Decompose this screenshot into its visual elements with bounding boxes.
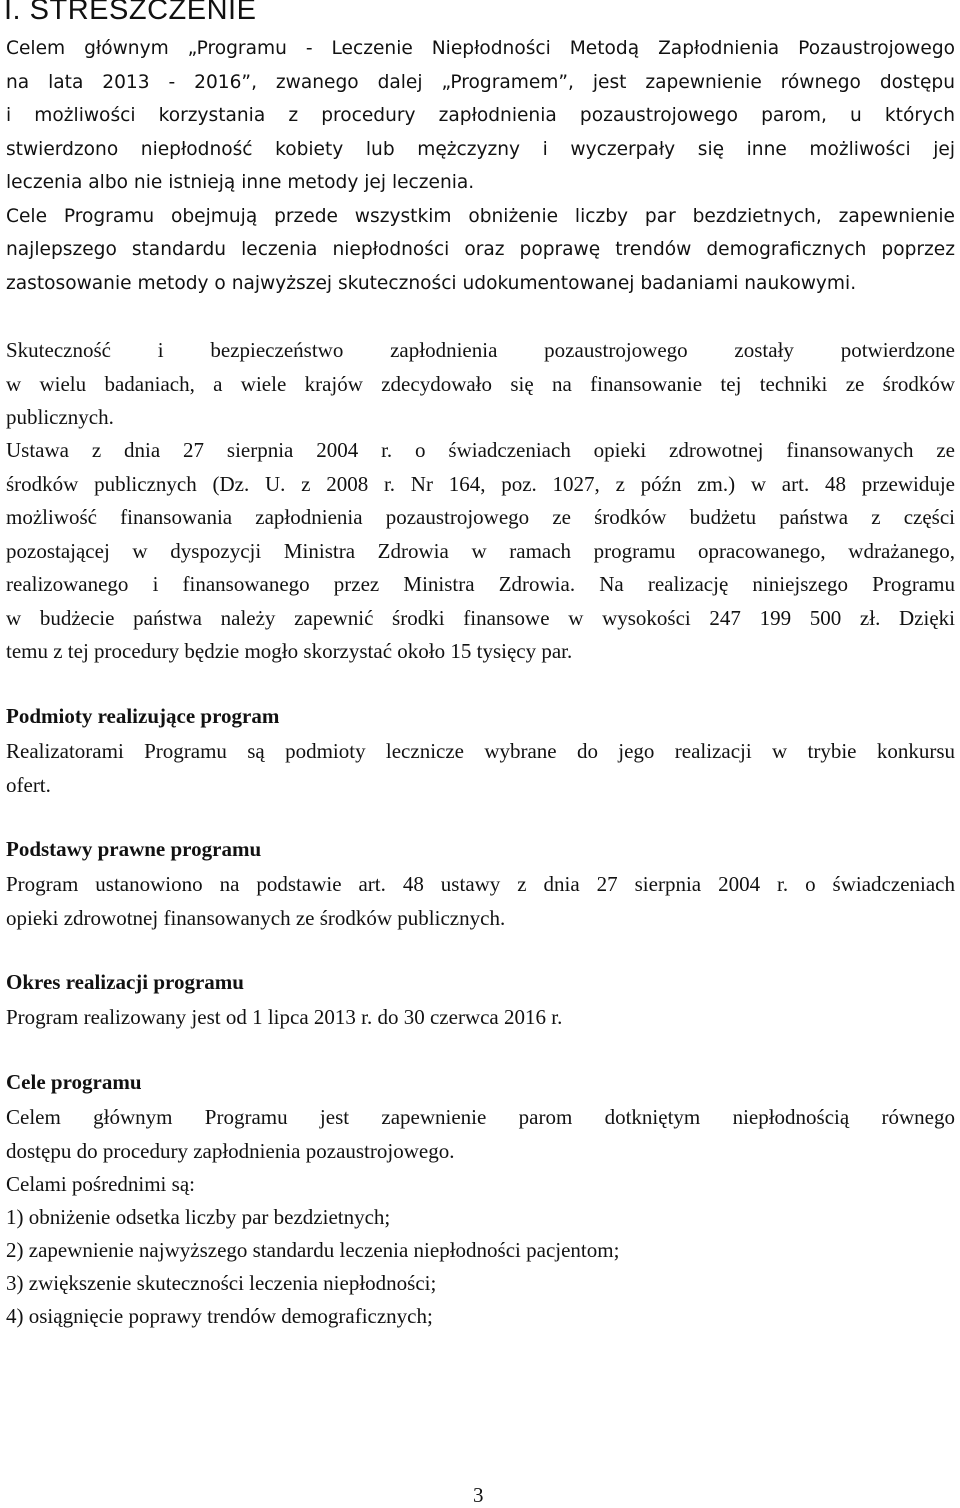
law-paragraph [6, 434, 955, 669]
legal-basis-paragraph [6, 868, 955, 935]
goals-line: Celem głównym Programu jest zapewnienie parom dotkniętym niepłodnością równego [6, 1105, 955, 1129]
intro-line: zastosowanie metody o najwyższej skuteczności udokumentowanej badaniami naukowymi. [6, 272, 857, 294]
section-heading: I. STRESZCZENIE [4, 0, 257, 26]
goals-line: dostępu do procedury zapłodnienia pozaustrojowego. [6, 1138, 455, 1163]
law-line: możliwość finansowania zapłodnienia pozaustrojowego ze środków budżetu państwa z części [6, 505, 955, 529]
intro-line: najlepszego standardu leczenia niepłodności oraz poprawę trendów demograficznych poprzez [6, 239, 955, 260]
legal-basis-line: opieki zdrowotnej finansowanych ze środków publicznych. [6, 905, 506, 930]
entities-title: Podmioty realizujące program [6, 704, 280, 728]
entities-line: Realizatorami Programu są podmioty lecznicze wybrane do jego realizacji w trybie konkursu [6, 739, 955, 763]
law-line: pozostającej w dyspozycji Ministra Zdrowia w ramach programu opracowanego, wdrażanego, [6, 538, 955, 563]
goals-list-item: 1) obniżenie odsetka liczby par bezdzietnych; [6, 1205, 391, 1229]
page-number: 3 [473, 1483, 484, 1507]
efficacy-paragraph [6, 334, 955, 435]
period-text: Program realizowany jest od 1 lipca 2013 r. do 30 czerwca 2016 r. [6, 1005, 563, 1029]
intro-line: stwierdzono niepłodność kobiety lub mężczyzny i wyczerpały się inne możliwości jej [6, 138, 955, 160]
intro-line: Cele Programu obejmują przede wszystkim obniżenie liczby par bezdzietnych, zapewnienie [6, 205, 955, 227]
legal-basis-title: Podstawy prawne programu [6, 837, 262, 861]
goals-list-item: 2) zapewnienie najwyższego standardu leczenia niepłodności pacjentom; [6, 1238, 620, 1262]
intro-line: Celem głównym „Programu - Leczenie Niepłodności Metodą Zapłodnienia Pozaustrojowego [6, 38, 955, 59]
goals-title: Cele programu [6, 1070, 142, 1094]
intro-paragraph [6, 32, 955, 300]
goals-paragraph [6, 1101, 955, 1168]
law-line: realizowanego i finansowanego przez Ministra Zdrowia. Na realizację niniejszego Programu [6, 572, 955, 596]
efficacy-line: w wielu badaniach, a wiele krajów zdecydowało się na finansowanie tej techniki ze środków [6, 371, 955, 396]
law-line: Ustawa z dnia 27 sierpnia 2004 r. o świadczeniach opieki zdrowotnej finansowanych ze [6, 438, 955, 462]
goals-intermediate-label: Celami pośrednimi są: [6, 1172, 195, 1196]
law-line: w budżecie państwa należy zapewnić środki finansowe w wysokości 247 199 500 zł. Dzięki [6, 605, 955, 630]
intro-line: i możliwości korzystania z procedury zapłodnienia pozaustrojowego parom, u których [6, 105, 955, 126]
legal-basis-line: Program ustanowiono na podstawie art. 48 ustawy z dnia 27 sierpnia 2004 r. o świadczeniach [6, 872, 955, 896]
goals-list-item: 4) osiągnięcie poprawy trendów demograficznych; [6, 1304, 433, 1328]
law-line: środków publicznych (Dz. U. z 2008 r. Nr 164, poz. 1027, z późn zm.) w art. 48 przewiduje [6, 471, 955, 496]
entities-line: ofert. [6, 772, 51, 797]
goals-list-item: 3) zwiększenie skuteczności leczenia niepłodności; [6, 1271, 437, 1295]
entities-paragraph [6, 735, 955, 802]
efficacy-line: publicznych. [6, 405, 114, 429]
law-line: temu z tej procedury będzie mogło skorzystać około 15 tysięcy par. [6, 639, 573, 663]
period-title: Okres realizacji programu [6, 970, 244, 994]
intro-line: leczenia albo nie istnieją inne metody jej leczenia. [6, 172, 475, 193]
intro-line: na lata 2013 - 2016”, zwanego dalej „Programem”, jest zapewnienie równego dostępu [6, 71, 955, 93]
efficacy-line: Skuteczność i bezpieczeństwo zapłodnienia pozaustrojowego zostały potwierdzone [6, 338, 955, 362]
